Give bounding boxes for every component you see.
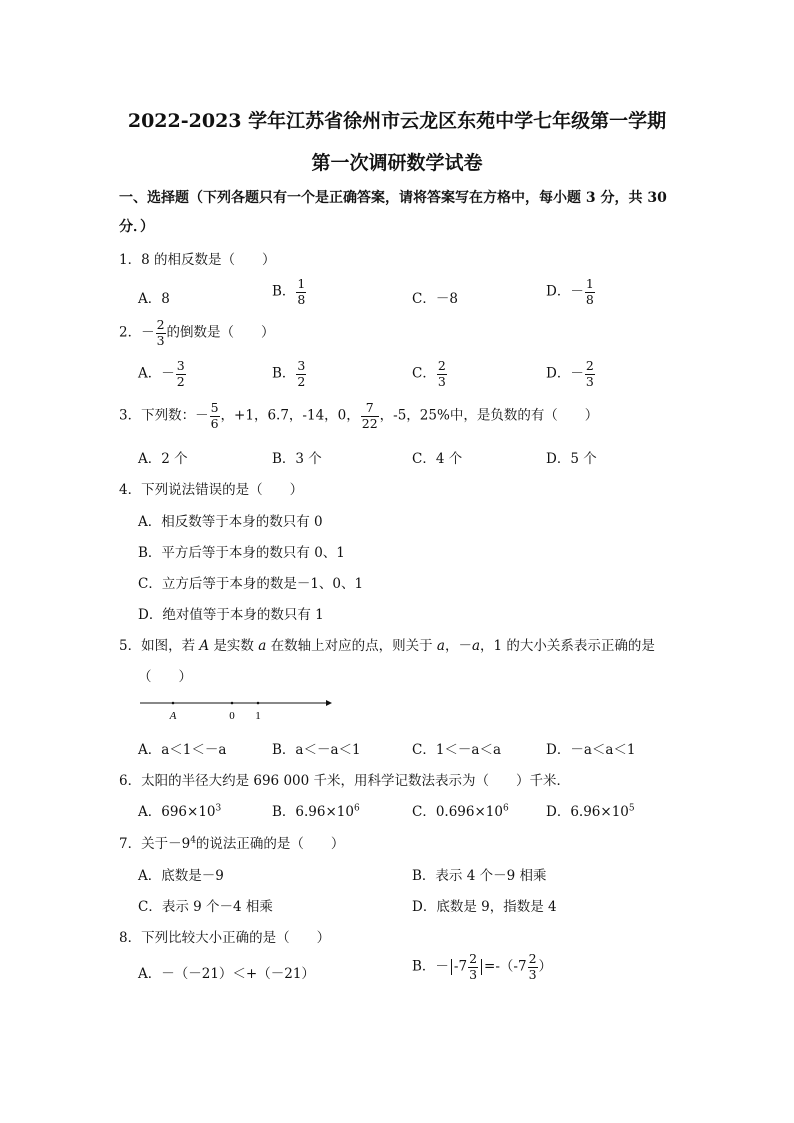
- abs-bar-left: [451, 959, 452, 975]
- q5-option-a: A．a＜1＜－a: [138, 742, 227, 758]
- q6-option-a: A．$696\times 10^3$: [138, 803, 222, 820]
- q1-option-b: B． $\frac{1}{8}$: [272, 276, 306, 307]
- number-line-diagram: [130, 692, 340, 724]
- fraction: $\frac{2}{3}$: [528, 951, 537, 982]
- section-heading-line1: 一、选择题（下列各题只有一个是正确答案，请将答案写在方格中，每小题 3 分，共 30: [119, 190, 667, 206]
- q4-option-a: A．相反数等于本身的数只有 0: [138, 514, 323, 530]
- q8-option-b: B．－ -7 $\frac{2}{3}$ =-（-7 $\frac{2}{3}$ ）: [412, 951, 553, 982]
- q1-stem: 1．8 的相反数是（ ）: [119, 252, 276, 268]
- fraction: $\frac{7}{22}$: [361, 400, 378, 431]
- point-zero-dot: [231, 702, 234, 705]
- q8-option-a: A．－（－21）＜+（－21）: [138, 966, 315, 982]
- q2-option-a: A．－ $\frac{3}{2}$: [138, 358, 185, 389]
- q4-option-c: C．立方后等于本身的数是－1、0、1: [138, 576, 364, 592]
- q7-option-c: C．表示 9 个－4 相乘: [138, 899, 273, 915]
- q2-option-d: D．－ $\frac{2}{3}$: [546, 358, 594, 389]
- q7-stem: 7．关于$-9^4$的说法正确的是（ ）: [119, 835, 345, 852]
- fraction: $\frac{2}{3}$: [156, 317, 165, 348]
- point-a-label: A: [169, 710, 177, 722]
- q3-option-c: C．4 个: [412, 451, 463, 467]
- exam-title-line1: 2022-2023 学年江苏省徐州市云龙区东苑中学七年级第一学期: [127, 110, 667, 132]
- q3-option-a: A．2 个: [138, 451, 188, 467]
- q8-stem: 8．下列比较大小正确的是（ ）: [119, 930, 331, 946]
- q6-option-d: D．$6.96\times 10^5$: [546, 803, 635, 820]
- q3-stem: 3．下列数：－ $\frac{5}{6}$ ，+1，6.7，-14，0， $\frac{7}{22}$ ，-5，25%中，是负数的有（ ）: [119, 400, 599, 431]
- abs-bar-right: [481, 959, 482, 975]
- q2-stem: 2．－ $\frac{2}{3}$ 的倒数是（ ）: [119, 317, 275, 348]
- q1-option-a: A．8: [138, 291, 170, 307]
- q4-option-d: D．绝对值等于本身的数只有 1: [138, 607, 324, 623]
- fraction: $\frac{3}{2}$: [297, 358, 306, 389]
- q6-option-c: C．$0.696\times 10^6$: [412, 803, 509, 820]
- exam-title-line2: 第一次调研数学试卷: [311, 152, 483, 174]
- q5-stem-line2: （ ）: [138, 669, 192, 685]
- q3-option-d: D．5 个: [546, 451, 597, 467]
- q6-stem: 6．太阳的半径大约是 696 000 千米，用科学记数法表示为（ ）千米．: [119, 773, 570, 789]
- fraction: $\frac{2}{3}$: [469, 951, 478, 982]
- number-line-arrow: [326, 700, 332, 706]
- q7-option-a: A．底数是－9: [138, 868, 224, 884]
- point-one-label: 1: [255, 710, 261, 722]
- fraction: $\frac{1}{8}$: [585, 276, 594, 307]
- fraction: $\frac{5}{6}$: [210, 400, 219, 431]
- q5-option-b: B．a＜－a＜1: [272, 742, 361, 758]
- fraction: $\frac{2}{3}$: [585, 358, 594, 389]
- section-heading-line2: 分．）: [119, 219, 154, 235]
- q7-option-b: B．表示 4 个－9 相乘: [412, 868, 547, 884]
- q4-option-b: B．平方后等于本身的数只有 0、1: [138, 545, 345, 561]
- q2-option-c: C． $\frac{2}{3}$: [412, 358, 446, 389]
- q7-option-d: D．底数是 9，指数是 4: [412, 899, 557, 915]
- q6-option-b: B．$6.96\times 10^6$: [272, 803, 360, 820]
- q1-option-d: D．－ $\frac{1}{8}$: [546, 276, 594, 307]
- fraction: $\frac{1}{8}$: [297, 276, 306, 307]
- q5-option-c: C．1＜－a＜a: [412, 742, 502, 758]
- q5-option-d: D．－a＜a＜1: [546, 742, 636, 758]
- fraction: $\frac{3}{2}$: [176, 358, 185, 389]
- q5-stem: 5．如图，若 A 是实数 a 在数轴上对应的点，则关于 a，－a，1 的大小关系表示正确的是: [119, 638, 655, 654]
- fraction: $\frac{2}{3}$: [437, 358, 446, 389]
- point-a-dot: [172, 702, 175, 705]
- point-zero-label: 0: [229, 710, 235, 722]
- q4-stem: 4．下列说法错误的是（ ）: [119, 482, 304, 498]
- q2-option-b: B． $\frac{3}{2}$: [272, 358, 306, 389]
- q1-option-c: C．－8: [412, 291, 458, 307]
- point-one-dot: [257, 702, 260, 705]
- q3-option-b: B．3 个: [272, 451, 322, 467]
